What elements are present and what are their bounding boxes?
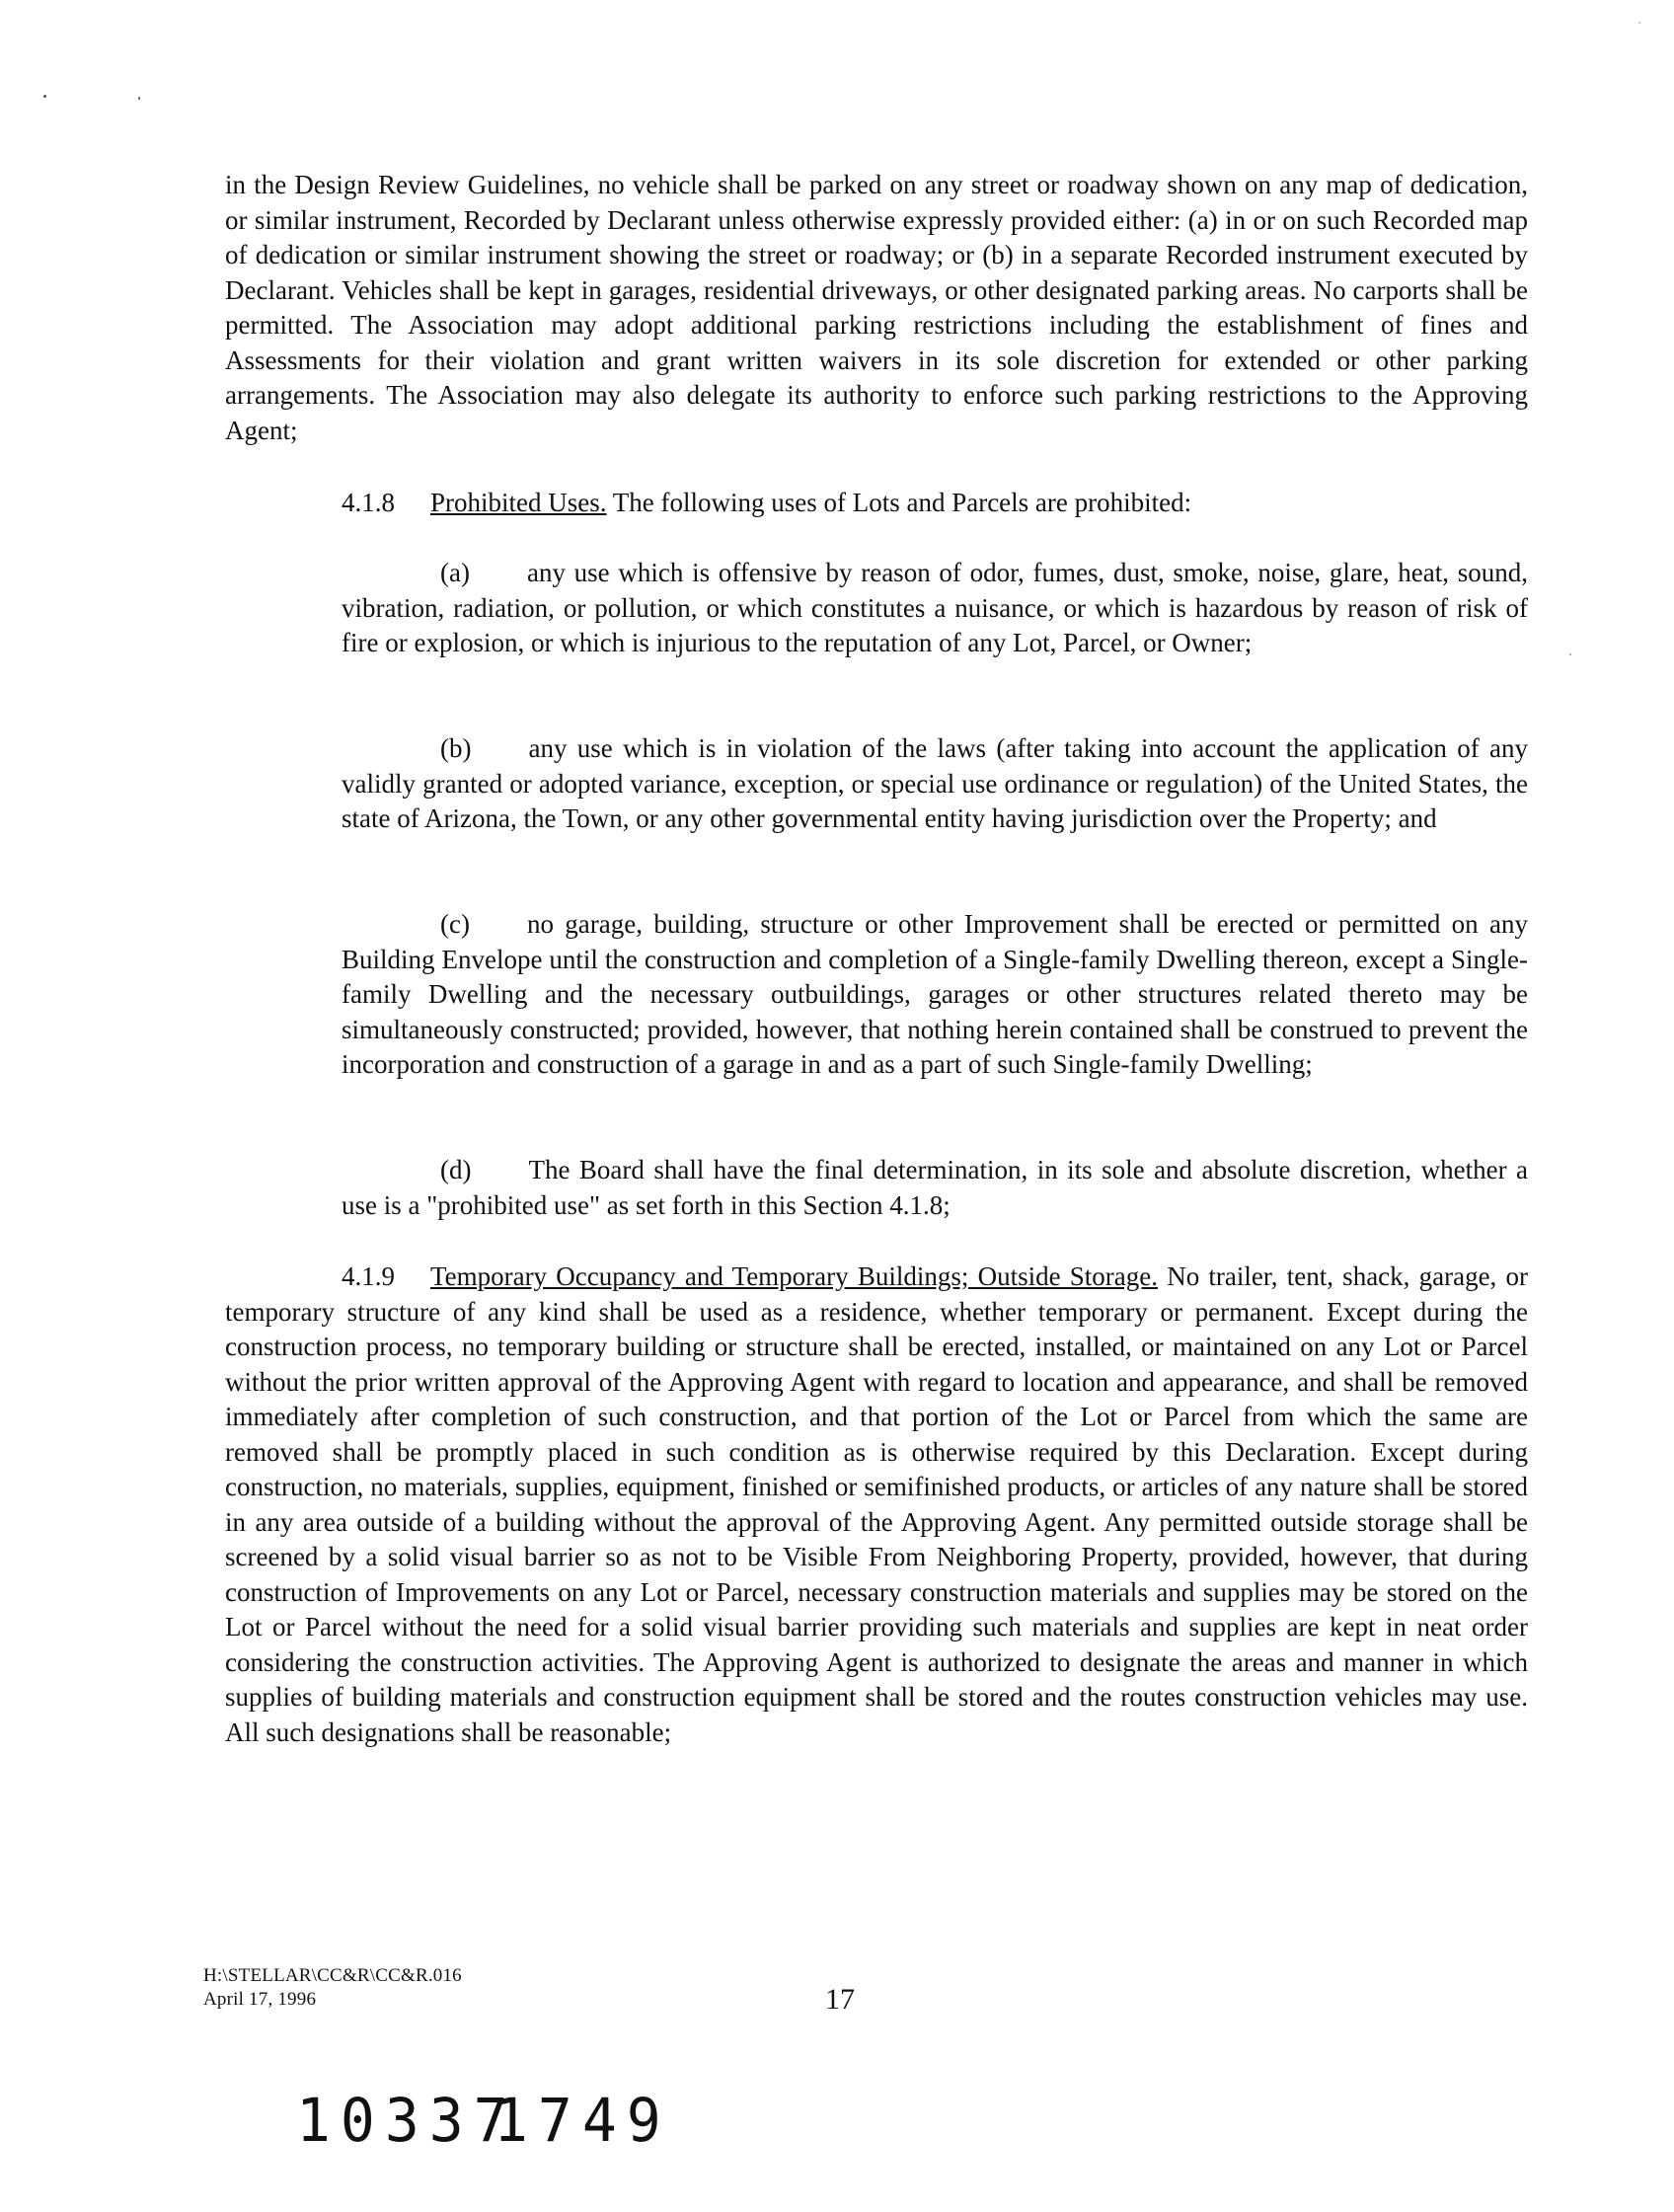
- prohibited-use-item-d: [342, 1153, 1528, 1223]
- section-number: 4.1.9: [342, 1261, 395, 1291]
- item-label: (c): [440, 909, 470, 939]
- footer-file-path: H:\STELLAR\CC&R\CC&R.016: [203, 1965, 462, 1986]
- section-title: Temporary Occupancy and Temporary Buildings; Outside Storage.: [430, 1261, 1159, 1291]
- item-label: (a): [440, 558, 470, 587]
- footer-date: April 17, 1996: [203, 1989, 317, 2010]
- recording-stamp-book: 10337: [296, 2085, 518, 2156]
- paragraph-parking: in the Design Review Guidelines, no vehicle shall be parked on any street or roadway shown on any map of dedication, or similar instrument, Recorded by Declarant unless otherwise expressly provided either: (a) in or on such Recorded map of dedication or similar instrument showing the street or roadway; or (b) in a separate Recorded instrument executed by Declarant. Vehicles shall be kept in garages, residential driveways, or other designated parking areas. No carports shall be permitted. The Association may adopt additional parking restrictions including the establishment of fines and Assessments for their violation and grant written waivers in its sole discretion for extended or other parking arrangements. The Association may also delegate its authority to enforce such parking restrictions to the Approving Agent;: [225, 170, 1528, 445]
- item-text: The Board shall have the final determination, in its sole and absolute discretion, whether a use is a "prohibited use" as set forth in this Section 4.1.8;: [342, 1155, 1528, 1220]
- item-text: any use which is in violation of the laws (after taking into account the application of any validly granted or adopted variance, exception, or special use ordinance or regulation) of the United States, the state of Arizona, the Town, or any other governmental entity having jurisdiction over the Property; and: [342, 733, 1528, 833]
- item-text: any use which is offensive by reason of odor, fumes, dust, smoke, noise, glare, heat, sound, vibration, radiation, or pollution, or which constitutes a nuisance, or which is hazardous by reason of risk of fire or explosion, or which is injurious to the reputation of any Lot, Parcel, or Owner;: [342, 558, 1528, 657]
- page-number: 17: [825, 1983, 855, 2016]
- item-label: (d): [440, 1155, 472, 1184]
- scan-speck: [138, 97, 140, 100]
- section-text: No trailer, tent, shack, garage, or temporary structure of any kind shall be used as a residence, whether temporary or permanent. Except during the construction process, no temporary building or structure shall be erected, installed, or maintained on any Lot or Parcel without the prior written approval of the Approving Agent with regard to location and appearance, and shall be removed immediately after completion of such construction, and that portion of the Lot or Parcel from which the same are removed shall be promptly placed in such condition as is otherwise required by this Declaration. Except during construction, no materials, supplies, equipment, finished or semifinished products, or articles of any nature shall be stored in any area outside of a building without the approval of the Approving Agent. Any permitted outside storage shall be screened by a solid visual barrier so as not to be Visible From Neighboring Property, provided, however, that during construction of Improvements on any Lot or Parcel, necessary construction materials and supplies may be stored on the Lot or Parcel without the need for a solid visual barrier providing such materials and supplies are kept in neat order considering the construction activities. The Approving Agent is authorized to designate the areas and manner in which supplies of building materials and construction equipment shall be stored and the routes construction vehicles may use. All such designations shall be reasonable;: [225, 1261, 1528, 1747]
- scan-speck: [43, 95, 46, 98]
- recording-stamp-page: 1749: [494, 2085, 671, 2156]
- section-number: 4.1.8: [342, 488, 395, 517]
- section-intro: The following uses of Lots and Parcels are prohibited:: [606, 488, 1192, 517]
- item-text: no garage, building, structure or other Improvement shall be erected or permitted on any Building Envelope until the construction and completion of a Single-family Dwelling thereon, except a Single-family Dwelling and the necessary outbuildings, garages or other structures related thereto may be simultaneously constructed; provided, however, that nothing herein contained shall be construed to prevent the incorporation and construction of a garage in and as a part of such Single-family Dwelling;: [342, 909, 1528, 1079]
- prohibited-use-item-c: [342, 907, 1528, 1083]
- footer-file-info: [203, 1964, 462, 2012]
- prohibited-use-item-b: [342, 731, 1528, 837]
- scan-speck: [1569, 653, 1571, 655]
- item-label: (b): [440, 733, 472, 763]
- section-4-1-8-heading: [225, 486, 1528, 521]
- section-4-1-9: [225, 1259, 1528, 1750]
- scan-speck: [1638, 22, 1640, 24]
- section-title: Prohibited Uses.: [430, 488, 607, 517]
- prohibited-use-item-a: [342, 556, 1528, 661]
